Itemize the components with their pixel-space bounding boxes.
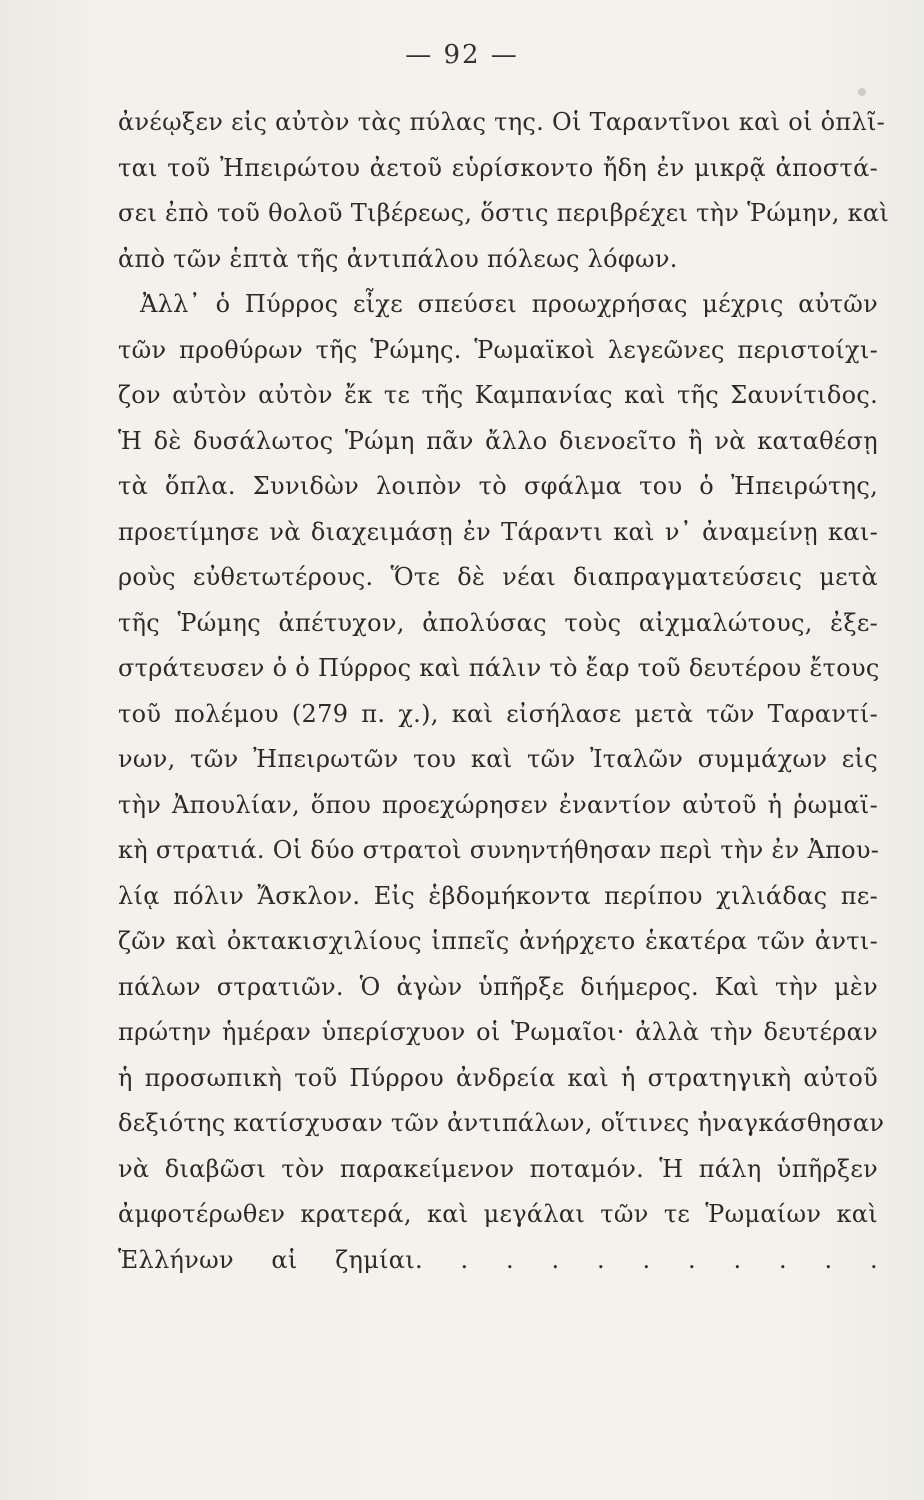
page-number: — 92 — bbox=[405, 40, 519, 70]
paper-speck bbox=[858, 88, 866, 96]
text-line: πάλων στρατιῶν. Ὁ ἀγὼν ὑπῆρξε διήμερος. Καὶ τὴν μὲν bbox=[118, 972, 878, 1001]
text-line: κὴ στρατιά. Οἱ δύο στρατοὶ συνηντήθησαν περὶ τὴν ἐν Ἀπου- bbox=[118, 836, 880, 864]
text-line: τὰ ὅπλα. Συνιδὼν λοιπὸν τὸ σφάλμα του ὁ Ἠπειρώτης, bbox=[118, 472, 878, 500]
text-line: στράτευσεν ὁ ὁ Πύρρος καὶ πάλιν τὸ ἔαρ τοῦ δευτέρου ἔτους bbox=[118, 654, 880, 682]
text-line: νων, τῶν Ἠπειρωτῶν του καὶ τῶν Ἰταλῶν συμμάχων εἰς bbox=[118, 745, 878, 773]
text-line: ροὺς εὐθετωτέρους. Ὅτε δὲ νέαι διαπραγματεύσεις μετὰ bbox=[118, 563, 878, 591]
text-line: ἀπὸ τῶν ἑπτὰ τῆς ἀντιπάλου πόλεως λόφων. bbox=[118, 244, 678, 273]
text-line: ται τοῦ Ἠπειρώτου ἀετοῦ εὑρίσκοντο ἤδη ἐν μικρᾷ ἀποστά- bbox=[118, 153, 878, 182]
text-line: σει ἐπὸ τοῦ θολοῦ Τιβέρεως, ὅστις περιβρέχει τὴν Ῥώμην, καὶ bbox=[118, 199, 890, 227]
text-line: Ἡ δὲ δυσάλωτος Ῥώμη πᾶν ἄλλο διενοεῖτο ἢ νὰ καταθέσῃ bbox=[118, 426, 878, 455]
body-text bbox=[118, 100, 890, 1283]
text-line: πρώτην ἡμέραν ὑπερίσχυον οἱ Ῥωμαῖοι· ἀλλὰ τὴν δευτέραν bbox=[118, 1018, 878, 1046]
text-line: τὴν Ἀπουλίαν, ὅπου προεχώρησεν ἐναντίον αὐτοῦ ἡ ῥωμαϊ- bbox=[118, 790, 878, 819]
text-line: προετίμησε νὰ διαχειμάσῃ ἐν Τάραντι καὶ ν᾿ ἀναμείνῃ και- bbox=[118, 517, 878, 546]
text-line: λίᾳ πόλιν Ἄσκλον. Εἰς ἑβδομήκοντα περίπου χιλιάδας πε- bbox=[118, 881, 878, 910]
text-line: ζῶν καὶ ὀκτακισχιλίους ἱππεῖς ἀνήρχετο ἑκατέρα τῶν ἀντι- bbox=[118, 927, 878, 955]
text-line: ἡ προσωπικὴ τοῦ Πύρρου ἀνδρεία καὶ ἡ στρατηγικὴ αὐτοῦ bbox=[118, 1063, 878, 1092]
text-line: δεξιότης κατίσχυσαν τῶν ἀντιπάλων, οἵτινες ἠναγκάσθησαν bbox=[118, 1109, 885, 1137]
text-line: τῆς Ῥώμης ἀπέτυχον, ἀπολύσας τοὺς αἰχμαλώτους, ἐξε- bbox=[118, 608, 878, 637]
text-line: τοῦ πολέμου (279 π. χ.), καὶ εἰσήλασε μετὰ τῶν Ταραντί- bbox=[118, 699, 878, 728]
text-line: νὰ διαβῶσι τὸν παρακείμενον ποταμόν. Ἡ πάλη ὑπῆρξεν bbox=[118, 1154, 878, 1183]
text-line: Ἀλλ᾿ ὁ Πύρρος εἶχε σπεύσει προωχρήσας μέχρις αὐτῶν bbox=[140, 290, 878, 318]
text-line: Ἑλλήνων αἱ ζημίαι. . . . . . . . . . . bbox=[118, 1245, 878, 1274]
text-line: ἀμφοτέρωθεν κρατερά, καὶ μεγάλαι τῶν τε Ῥωμαίων καὶ bbox=[118, 1200, 878, 1228]
text-line: ζον αὐτὸν αὐτὸν ἔκ τε τῆς Καμπανίας καὶ τῆς Σαυνίτιδος. bbox=[118, 381, 878, 409]
text-line: ἀνέῳξεν εἰς αὐτὸν τὰς πύλας της. Οἱ Ταραντῖνοι καὶ οἱ ὁπλῖ- bbox=[118, 108, 886, 136]
text-line: τῶν προθύρων τῆς Ῥώμης. Ῥωμαϊκοὶ λεγεῶνες περιστοίχι- bbox=[118, 335, 878, 364]
